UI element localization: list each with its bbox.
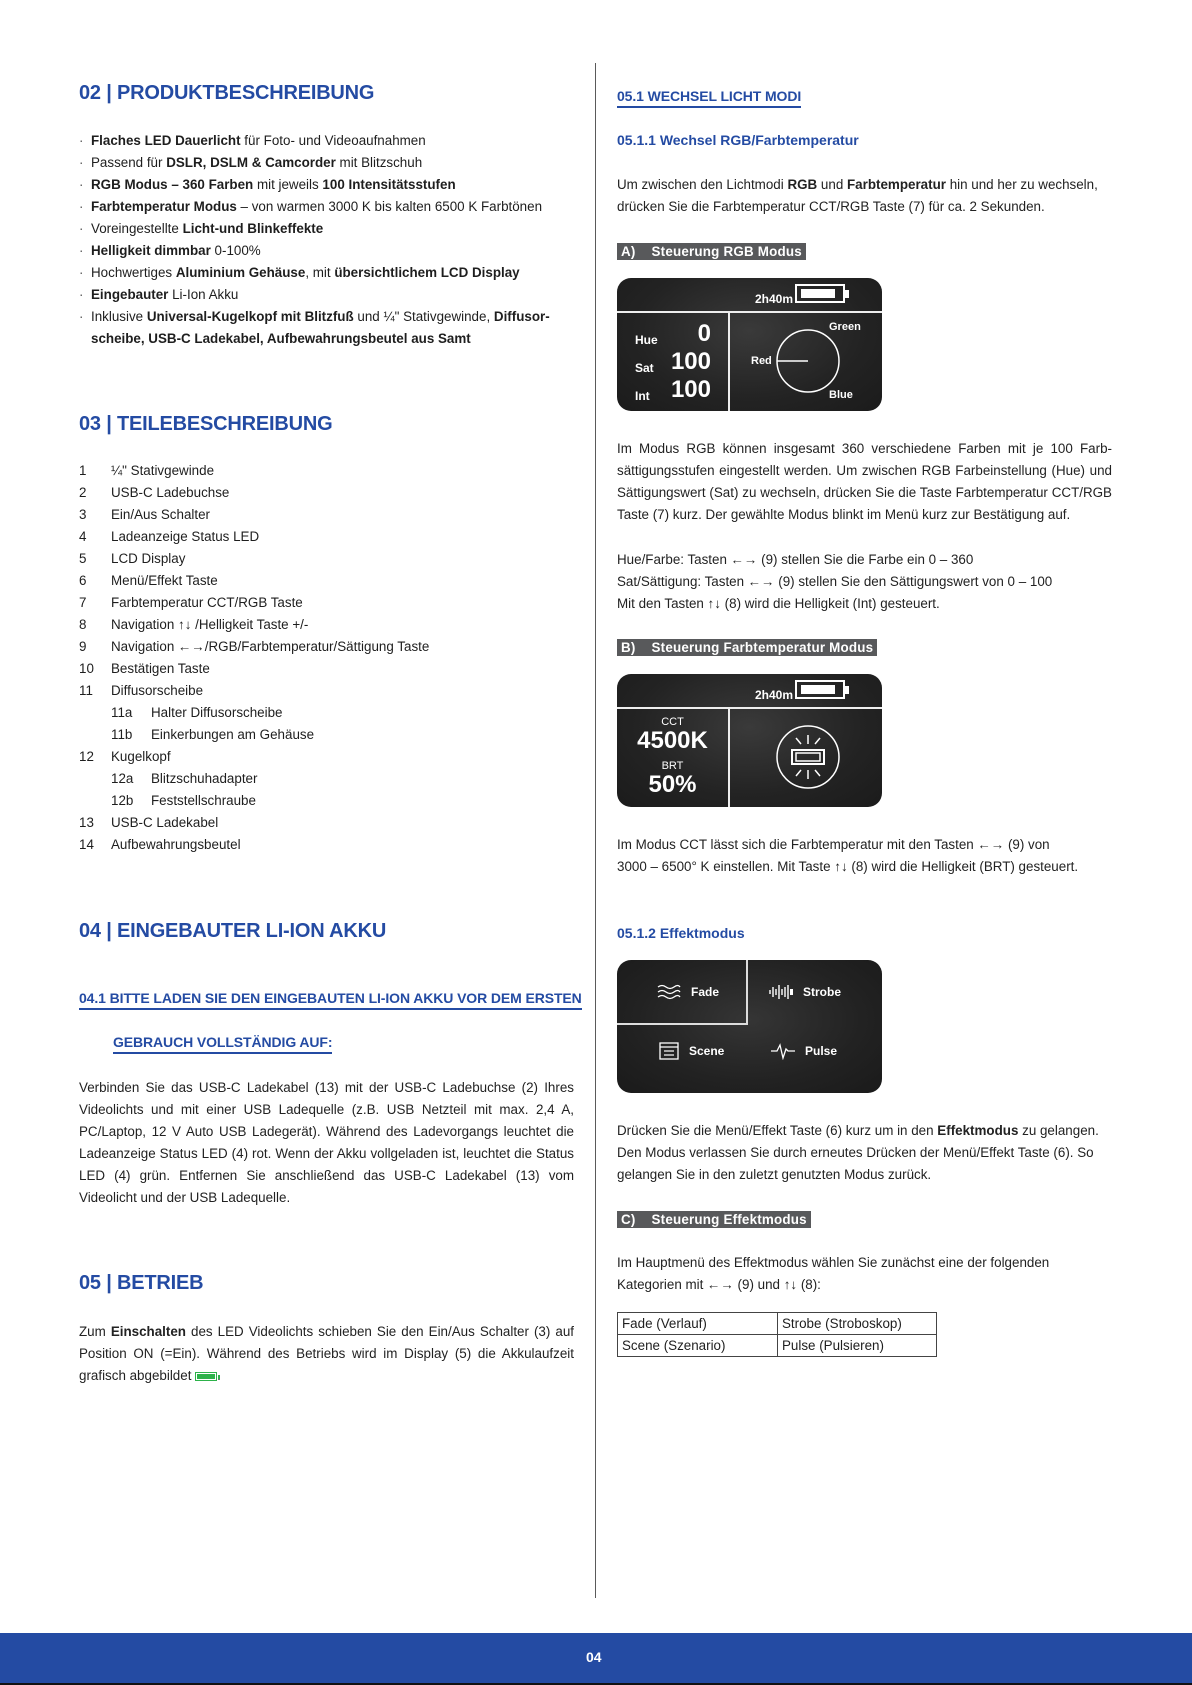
battery-icon <box>795 680 845 699</box>
part-label: Menü/Effekt Taste <box>111 573 218 588</box>
part-item <box>79 790 579 812</box>
part-label: Farbtemperatur CCT/RGB Taste <box>111 595 303 610</box>
part-item <box>79 680 579 702</box>
light-panel-icon <box>775 724 841 790</box>
part-number: 4 <box>79 529 87 544</box>
green-label: Green <box>829 321 861 333</box>
int-value: 100 <box>670 376 711 403</box>
page-footer <box>0 1633 1192 1683</box>
hue-label: Hue <box>635 333 658 347</box>
section-02-title: 02 | PRODUKTBESCHREIBUNG <box>79 82 375 104</box>
part-label: Blitzschuhadapter <box>151 771 258 786</box>
blue-label: Blue <box>829 389 853 401</box>
table-row <box>618 1335 937 1357</box>
section-05-1-2-heading: 05.1.2 Effektmodus <box>617 925 745 941</box>
tag-rgb-mode: A) Steuerung RGB Modus <box>617 243 806 260</box>
waves-icon <box>657 984 681 1000</box>
tag-cct-mode: B) Steuerung Farbtemperatur Modus <box>617 639 877 656</box>
effect-controls: Im Hauptmenü des Effektmodus wählen Sie zunächst eine der folgenden Kategorien mit ←→ (9) und ↑↓ (8): <box>617 1255 1050 1292</box>
part-item <box>79 482 579 504</box>
part-number: 11b <box>111 727 133 742</box>
rgb-controls: Hue/Farbe: Tasten ←→ (9) stellen Sie die Farbe ein 0 – 360 Sat/Sättigung: Tasten ←→ (9) stellen Sie den Sättigungswert von 0 – 100 Mit den Tasten ↑↓ (8) wird die Helligkeit (Int) gesteuert. <box>617 552 1053 611</box>
section-04-title: 04 | EINGEBAUTER LI-ION AKKU <box>79 920 387 942</box>
part-label: Navigation ←→/RGB/Farbtemperatur/Sättigung Taste <box>111 639 430 654</box>
part-item <box>79 504 579 526</box>
part-item <box>79 614 579 636</box>
cct-controls: Im Modus CCT lässt sich die Farbtemperatur mit den Tasten ←→ (9) von 3000 – 6500° K einstellen. Mit Taste ↑↓ (8) wird die Helligkeit (BRT) gesteuert. <box>617 837 1079 874</box>
column-divider <box>595 63 596 1598</box>
int-label: Int <box>635 389 650 403</box>
effect-pulse: Pulse <box>771 1042 837 1060</box>
feature-list <box>79 130 579 350</box>
effect-mode-display <box>617 960 882 1093</box>
color-wheel-icon <box>775 328 841 394</box>
part-number: 5 <box>79 551 87 566</box>
part-number: 8 <box>79 617 87 632</box>
part-number: 1 <box>79 463 87 478</box>
part-number: 7 <box>79 595 87 610</box>
part-number: 10 <box>79 661 94 676</box>
part-label: USB-C Ladebuchse <box>111 485 230 500</box>
list-item: · Passend für DSLR, DSLM & Camcorder mit Blitzschuh <box>79 152 579 174</box>
section-05-title: 05 | BETRIEB <box>79 1272 204 1294</box>
brt-label: BRT <box>661 760 684 772</box>
sat-value: 100 <box>670 348 711 375</box>
list-item: · Farbtemperatur Modus – von warmen 3000 K bis kalten 6500 K Farbtönen <box>79 196 579 218</box>
part-item <box>79 460 579 482</box>
brt-value: 50% <box>648 771 697 798</box>
battery-time: 2h40m <box>755 688 794 702</box>
table-cell: Fade (Verlauf) <box>618 1313 778 1335</box>
list-item: · RGB Modus – 360 Farben mit jeweils 100 Intensitätsstufen <box>79 174 579 196</box>
list-item: · Inklusive Universal-Kugelkopf mit Blitzfuß und ¼" Stativgewinde, Diffusorscheibe, USB-C Ladekabel, Aufbewahrungsbeutel aus Samt <box>79 306 579 350</box>
part-item <box>79 570 579 592</box>
part-item <box>79 702 579 724</box>
part-item <box>79 812 579 834</box>
part-label: Kugelkopf <box>111 749 171 764</box>
section-05-1-1-heading: 05.1.1 Wechsel RGB/Farbtemperatur <box>617 132 859 148</box>
page-number: 04 <box>586 1649 602 1665</box>
part-item <box>79 834 579 856</box>
part-number: 14 <box>79 837 94 852</box>
list-item: · Helligkeit dimmbar 0-100% <box>79 240 579 262</box>
list-item: · Voreingestellte Licht-und Blinkeffekte <box>79 218 579 240</box>
part-label: Feststellschraube <box>151 793 256 808</box>
part-label: Navigation ↑↓ /Helligkeit Taste +/- <box>111 617 309 632</box>
part-number: 13 <box>79 815 94 830</box>
part-number: 11 <box>79 683 93 698</box>
table-cell: Strobe (Stroboskop) <box>778 1313 937 1335</box>
strobe-icon <box>769 984 793 1000</box>
part-label: Ladeanzeige Status LED <box>111 529 260 544</box>
part-number: 2 <box>79 485 87 500</box>
part-number: 11a <box>111 705 133 720</box>
part-item <box>79 746 579 768</box>
power-on-paragraph: Zum Einschalten des LED Videolichts schieben Sie den Ein/Aus Schalter (3) auf Position ON (=Ein). Während des Betriebs wird im Display (5) die Akkulaufzeit grafisch abgebildet <box>79 1324 574 1383</box>
section-05-1-heading: 05.1 WECHSEL LICHT MODI <box>617 88 801 108</box>
battery-time: 2h40m <box>755 292 794 306</box>
part-label: ¼" Stativgewinde <box>111 463 215 478</box>
mode-switch-paragraph: Um zwischen den Lichtmodi RGB und Farbtemperatur hin und her zu wechseln, drücken Sie die Farbtemperatur CCT/RGB Taste (7) für ca. 2 Sekunden. <box>617 177 1098 214</box>
red-label: Red <box>751 355 772 367</box>
effect-fade: Fade <box>657 984 719 1000</box>
effect-categories-table <box>617 1312 937 1357</box>
effect-scene: Scene <box>659 1042 724 1060</box>
part-label: Diffusorscheibe <box>111 683 204 698</box>
part-item <box>79 636 579 658</box>
hue-value: 0 <box>697 320 711 347</box>
effect-strobe: Strobe <box>769 984 841 1000</box>
battery-icon <box>195 1372 217 1381</box>
part-number: 9 <box>79 639 87 654</box>
part-item <box>79 548 579 570</box>
part-item <box>79 526 579 548</box>
parts-list <box>79 460 579 856</box>
part-label: Aufbewahrungsbeutel <box>111 837 241 852</box>
part-label: Einkerbungen am Gehäuse <box>151 727 315 742</box>
battery-icon <box>795 284 845 303</box>
cct-lcd-display <box>617 674 882 807</box>
rgb-lcd-display <box>617 278 882 411</box>
sat-label: Sat <box>635 361 654 375</box>
part-label: LCD Display <box>111 551 186 566</box>
list-item: · Flaches LED Dauerlicht für Foto- und Videoaufnahmen <box>79 130 579 152</box>
part-label: Halter Diffusorscheibe <box>151 705 283 720</box>
part-item <box>79 592 579 614</box>
part-label: Ein/Aus Schalter <box>111 507 210 522</box>
table-cell: Scene (Szenario) <box>618 1335 778 1357</box>
table-row <box>618 1313 937 1335</box>
pulse-icon <box>771 1042 795 1060</box>
part-item <box>79 658 579 680</box>
rgb-description: Im Modus RGB können insgesamt 360 verschiedene Farben mit je 100 Farbsättigungsstufen eingestellt werden. Um zwischen RGB Farbeinstellung (Hue) und Sättigungswert (Sat) zu wechseln, drücken Sie die Taste Farbtemperatur CCT/RGB Taste (7) kurz. Der gewählte Modus blinkt im Menü kurz zur Bestätigung auf. <box>617 441 1112 522</box>
cct-label: CCT <box>661 716 684 728</box>
table-cell: Pulse (Pulsieren) <box>778 1335 937 1357</box>
charging-paragraph: Verbinden Sie das USB-C Ladekabel (13) mit der USB-C Ladebuchse (2) Ihres Videolichts und mit einer USB Ladequelle (z.B. USB Netzteil mit max. 2,4 A, PC/Laptop, 12 V Auto USB Ladegerät). Während des Ladevorgangs leuchtet die Ladeanzeige Status LED (4) rot. Wenn der Akku vollgeladen ist, leuchtet die Status LED (4) grün. Entfernen Sie anschließend das USB-C Ladekabel (13) vom Videolicht und der USB Ladequelle. <box>79 1080 574 1205</box>
section-04-1-heading-line2: GEBRAUCH VOLLSTÄNDIG AUF: <box>113 1034 332 1054</box>
scene-icon <box>659 1042 679 1060</box>
part-label: Bestätigen Taste <box>111 661 210 676</box>
part-number: 12 <box>79 749 94 764</box>
part-label: USB-C Ladekabel <box>111 815 219 830</box>
section-04-1-heading-line1: 04.1 BITTE LADEN SIE DEN EINGEBAUTEN LI-ION AKKU VOR DEM ERSTEN <box>79 990 582 1010</box>
list-item: · Hochwertiges Aluminium Gehäuse, mit übersichtlichem LCD Display <box>79 262 579 284</box>
tag-effect-mode: C) Steuerung Effektmodus <box>617 1211 811 1228</box>
part-number: 6 <box>79 573 87 588</box>
list-item: · Eingebauter Li-Ion Akku <box>79 284 579 306</box>
part-number: 12b <box>111 793 134 808</box>
cct-value: 4500K <box>637 727 708 754</box>
part-item <box>79 724 579 746</box>
part-number: 12a <box>111 771 134 786</box>
effect-mode-paragraph: Drücken Sie die Menü/Effekt Taste (6) kurz um in den Effektmodus zu gelangen. Den Modus verlassen Sie durch erneutes Drücken der Menü/Effekt Taste (6). So gelangen Sie in den zuletzt genutzten Modus zurück. <box>617 1123 1099 1182</box>
part-number: 3 <box>79 507 87 522</box>
section-03-title: 03 | TEILEBESCHREIBUNG <box>79 413 333 435</box>
part-item <box>79 768 579 790</box>
